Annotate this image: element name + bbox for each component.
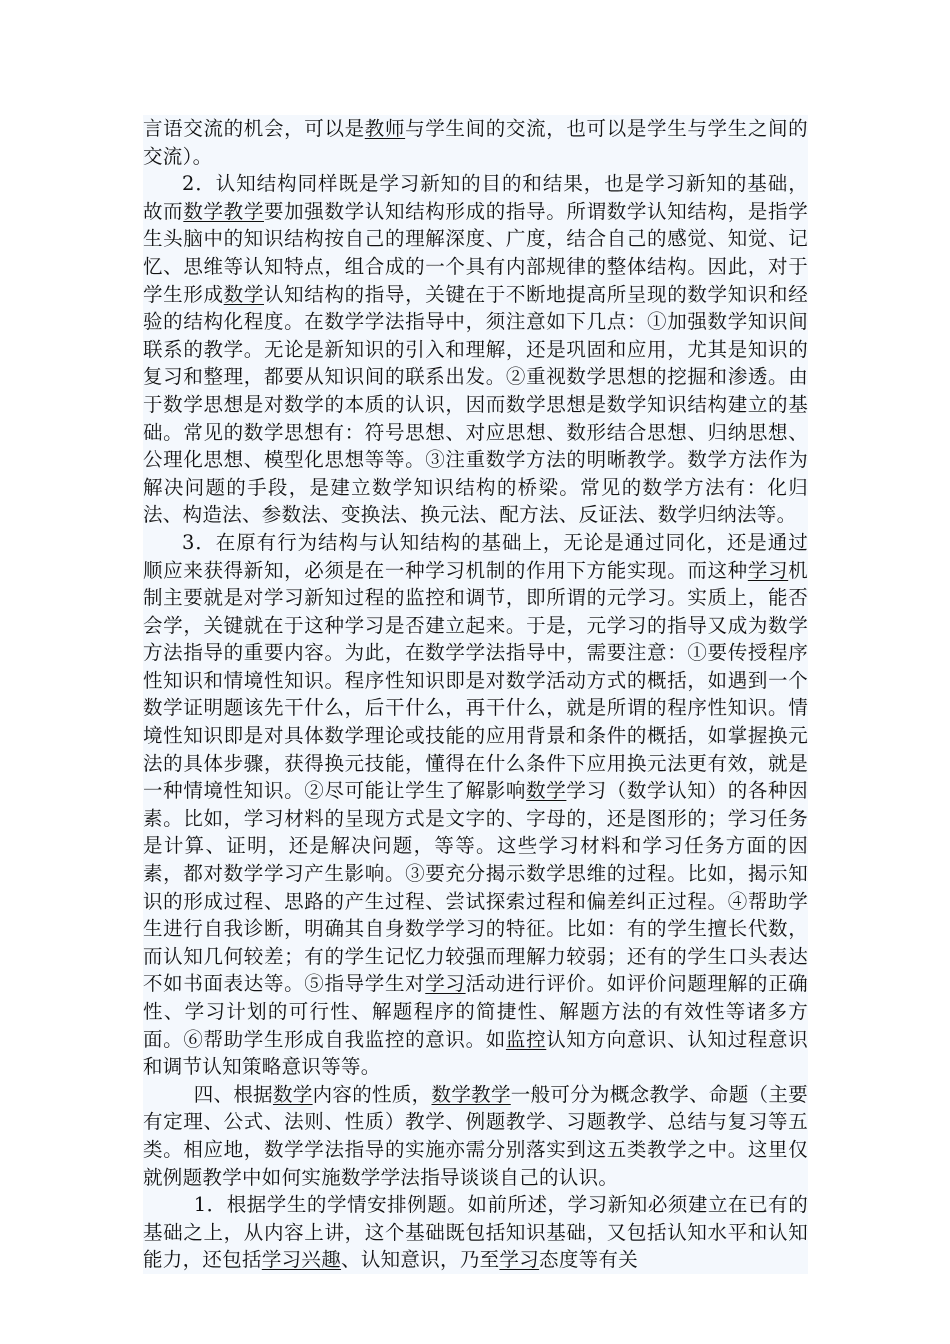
paragraph-text: 态度等有关 [539, 1248, 639, 1272]
paragraph-1 [143, 170, 808, 529]
paragraph-text: 机制主要就是对学习新知过程的监控和调节，即所谓的元学习。实质上，能否会学，关键就在于这种学习是否建立起来。于是，元学习的指导又成为数学方法指导的重要内容。为此，在数学学法指导中，需要注意：①要传授程序性知识和情境性知识。程序性知识即是对数学活动方式的概括，如遇到一个数学证明题该先干什么，后干什么，再干什么，就是所谓的程序性知识。情境性知识即是对具体数学理论或技能的应用背景和条件的概括，如掌握换元法的具体步骤，获得换元技能，懂得在什么条件下应用换元法更有效，就是一种情境性知识。②尽可能让学生了解影响 [143, 558, 808, 803]
paragraph-text: 内容的性质， [312, 1082, 432, 1106]
underlined-keyword[interactable]: 数学教学 [431, 1082, 511, 1106]
underlined-keyword[interactable]: 数学 [526, 779, 567, 803]
paragraph-3 [143, 1081, 808, 1191]
paragraph-2 [143, 529, 808, 1081]
underlined-keyword[interactable]: 学习 [499, 1248, 540, 1272]
paragraph-text: 学习（数学认知）的各种因素。比如，学习材料的呈现方式是文字的、字母的，还是图形的；学习任务是计算、证明，还是解决问题，等等。这些学习材料和学习任务方面的因素，都对数学学习产生影响。③要充分揭示数学思维的过程。比如，揭示知识的形成过程、思路的产生过程、尝试探索过程和偏差纠正过程。④帮助学生进行自我诊断，明确其自身数学学习的特征。比如：有的学生擅长代数，而认知几何较差；有的学生记忆力较强而理解力较弱；还有的学生口头表达不如书面表达等。⑤指导学生对 [143, 779, 808, 996]
underlined-keyword[interactable]: 学习 [747, 558, 789, 582]
underlined-keyword[interactable]: 学习兴趣 [261, 1248, 342, 1272]
paragraph-0 [143, 115, 808, 170]
paragraph-text: 一般可分为概念教学、命题（主要有定理、公式、法则、性质）教学、例题教学、习题教学、总结与复习等五类。相应地，数学学法指导的实施亦需分别落实到这五类教学之中。这里仅就例题教学中如何实施数学学法指导谈谈自己的认识。 [143, 1082, 808, 1189]
underlined-keyword[interactable]: 数学 [223, 282, 264, 306]
underlined-keyword[interactable]: 教师 [364, 117, 406, 140]
underlined-keyword[interactable]: 学习 [425, 972, 466, 996]
paragraph-text: 3．在原有行为结构与认知结构的基础上，无论是通过同化，还是通过顺应来获得新知，必须是在一种学习机制的作用下方能实现。而这种 [143, 530, 808, 582]
paragraph-text: 认知方向意识、认知过程意识和调节认知策略意识等等。 [143, 1027, 808, 1079]
paragraph-text: 认知结构的指导，关键在于不断地提高所呈现的数学知识和经验的结构化程度。在数学学法指导中，须注意如下几点：①加强数学知识间联系的教学。无论是新知识的引入和理解，还是巩固和应用，尤其是知识的复习和整理，都要从知识间的联系出发。②重视数学思想的挖掘和渗透。由于数学思想是对数学的本质的认识，因而数学思想是数学知识结构建立的基础。常见的数学思想有：符号思想、对应思想、数形结合思想、归纳思想、公理化思想、模型化思想等等。③注重数学方法的明晰教学。数学方法作为解决问题的手段，是建立数学知识结构的桥梁。常见的数学方法有：化归法、构造法、参数法、变换法、换元法、配方法、反证法、数学归纳法等。 [143, 282, 808, 527]
underlined-keyword[interactable]: 数学 [272, 1082, 313, 1106]
underlined-keyword[interactable]: 数学教学 [183, 199, 264, 223]
paragraph-text: 2．认知结构同样既是学习新知的目的和结果，也是学习新知的基础，故而 [143, 172, 808, 223]
paragraph-text: 活动进行评价。如评价问题理解的正确性、学习计划的可行性、解题程序的简捷性、解题方法的有效性等诸多方面。⑥帮助学生形成自我监控的意识。如 [143, 972, 808, 1051]
paragraph-text: 言语交流的机会，可以是 [143, 117, 365, 140]
paragraph-text: 四、根据 [193, 1082, 273, 1106]
underlined-keyword[interactable]: 监控 [505, 1027, 547, 1051]
document-body-text [143, 115, 808, 1274]
paragraph-4 [143, 1191, 808, 1274]
paragraph-text: 与学生间的交流，也可以是学生与学生之间的交流）。 [143, 117, 808, 168]
paragraph-text: 1．根据学生的学情安排例题。如前所述，学习新知必须建立在已有的基础之上，从内容上讲，这个基础既包括知识基础，又包括认知水平和认知能力，还包括 [143, 1193, 808, 1272]
paragraph-text: 、认知意识，乃至 [341, 1248, 500, 1272]
paragraph-text: 要加强数学认知结构形成的指导。所谓数学认知结构，是指学生头脑中的知识结构按自己的理解深度、广度，结合自己的感觉、知觉、记忆、思维等认知特点，组合成的一个具有内部规律的整体结构。因此，对于学生形成 [143, 199, 808, 306]
